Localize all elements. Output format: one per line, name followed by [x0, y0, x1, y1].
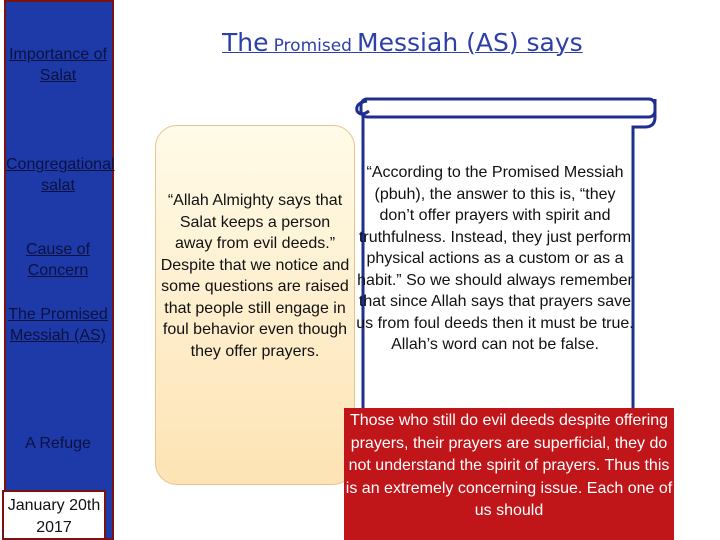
title-part-the: The	[222, 28, 269, 57]
nav-link-promised-messiah[interactable]: The Promised Messiah (AS)	[8, 306, 108, 344]
title-part-promised: Promised	[273, 36, 352, 56]
nav-link-importance-of-salat[interactable]: Importance of Salat	[9, 46, 107, 84]
nav-item-a-refuge: A Refuge	[25, 435, 91, 452]
page-title	[222, 28, 642, 57]
callout-box	[344, 408, 674, 540]
nav-link-cause-of-concern[interactable]: Cause of Concern	[25, 241, 91, 279]
nav-link-congregational-salat[interactable]: Congregational salat	[6, 156, 115, 194]
date-box: January 20th 2017	[2, 490, 106, 540]
scroll-text: “According to the Promised Messiah (pbuh), the answer to this is, “they don’t offer prayers with spirit and truthfulness. Instead, they just perform physical actions as a custom or as a habit.” So we should always remember that since Allah says that prayers save us from foul deeds then it must be true. Allah’s word can not be false.	[356, 164, 634, 353]
title-part-messiah: Messiah (AS) says	[357, 28, 583, 57]
callout-text: Those who still do evil deeds despite offering prayers, their prayers are superficial, they do not understand the spirit of prayers. Thus this is an extremely concerning issue. Each one of us should	[345, 412, 673, 519]
quote-card-text: “Allah Almighty says that Salat keeps a person away from evil deeds.” Despite that we notice and some questions are raised that people still engage in foul behavior even though they offer prayers.	[160, 192, 350, 360]
